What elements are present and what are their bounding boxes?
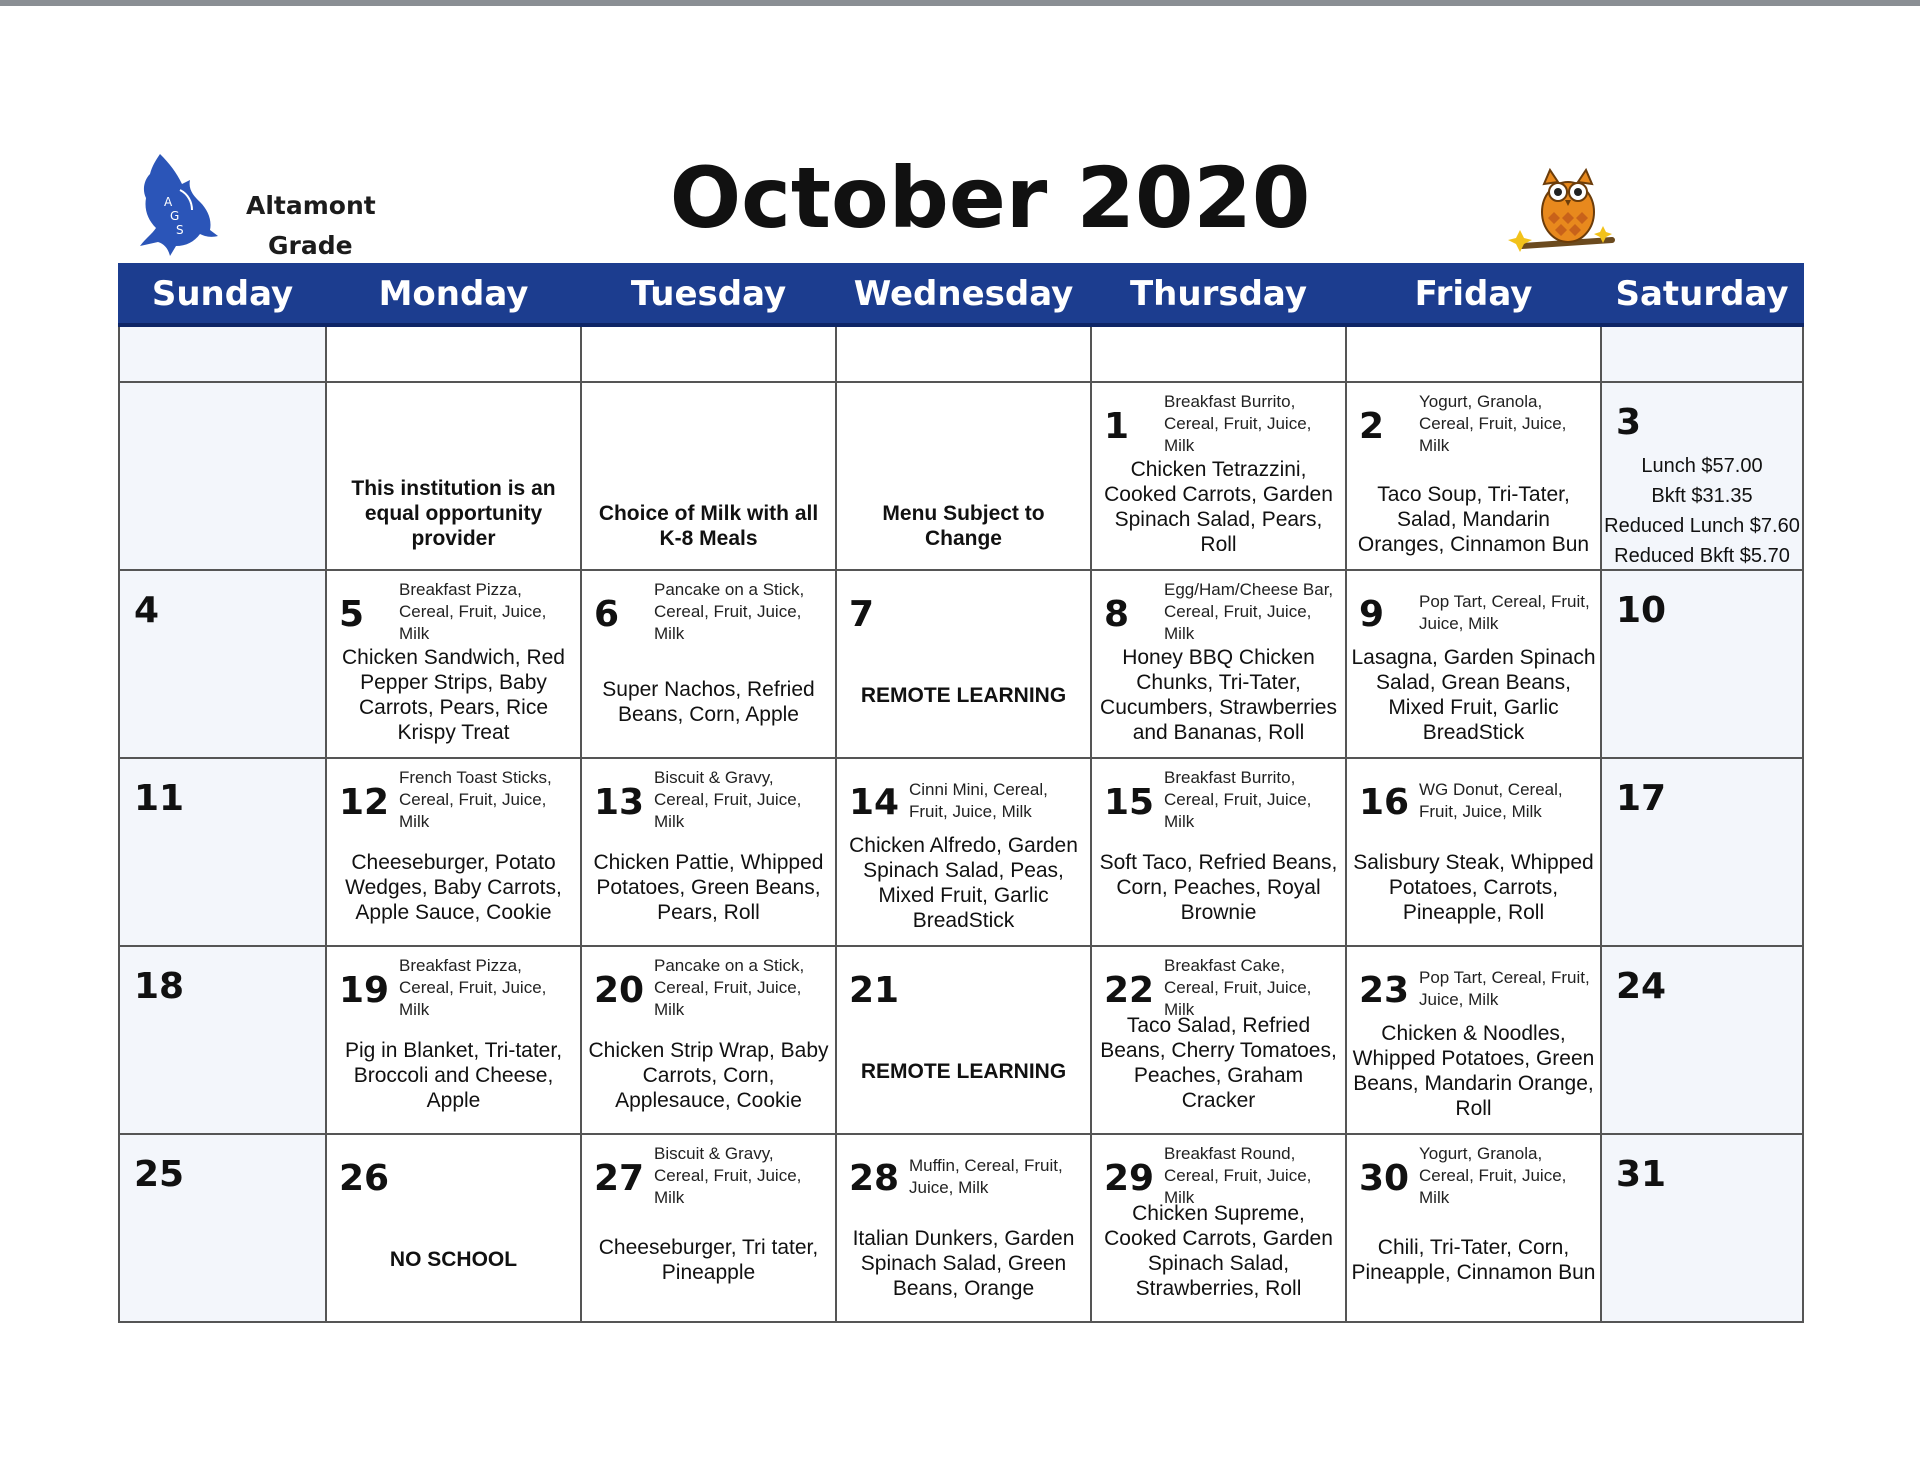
svg-text:A: A	[164, 195, 173, 209]
breakfast-menu: Biscuit & Gravy, Cereal, Fruit, Juice, Milk	[654, 768, 802, 831]
breakfast-menu: Breakfast Round, Cereal, Fruit, Juice, Milk	[1164, 1144, 1312, 1207]
remote-learning-notice: REMOTE LEARNING	[860, 1060, 1067, 1083]
day-cell	[581, 1134, 836, 1322]
day-cell-notice	[326, 382, 581, 570]
no-school-notice: NO SCHOOL	[389, 1248, 518, 1271]
empty-cell	[836, 325, 1091, 382]
empty-cell	[119, 325, 326, 382]
empty-cell	[1601, 325, 1803, 382]
day-cell	[326, 946, 581, 1134]
day-number: 13	[594, 782, 645, 823]
weekday-thursday: Thursday	[1091, 264, 1346, 325]
day-cell	[119, 1134, 326, 1322]
weekday-tuesday: Tuesday	[581, 264, 836, 325]
breakfast-menu: Pancake on a Stick, Cereal, Fruit, Juice, Milk	[654, 956, 805, 1019]
day-number: 5	[339, 594, 365, 635]
breakfast-menu: Breakfast Burrito, Cereal, Fruit, Juice, Milk	[1164, 392, 1312, 455]
lunch-menu: Chicken Alfredo, Garden Spinach Salad, Peas, Mixed Fruit, Garlic BreadStick	[849, 834, 1078, 932]
day-number: 18	[134, 966, 185, 1007]
day-cell	[1346, 946, 1601, 1134]
svg-text:S: S	[176, 223, 184, 237]
lunch-menu: Chicken Supreme, Cooked Carrots, Garden Spinach Salad, Strawberries, Roll	[1104, 1202, 1333, 1300]
page-title: October 2020	[669, 149, 1311, 247]
price-reduced-lunch: Reduced Lunch $7.60	[1604, 515, 1800, 537]
day-number: 15	[1104, 782, 1155, 823]
lunch-menu: Lasagna, Garden Spinach Salad, Grean Beans, Mixed Fruit, Garlic BreadStick	[1351, 646, 1596, 744]
day-cell	[1091, 758, 1346, 946]
breakfast-menu: Egg/Ham/Cheese Bar, Cereal, Fruit, Juice, Milk	[1164, 580, 1334, 643]
breakfast-menu: Yogurt, Granola, Cereal, Fruit, Juice, Milk	[1419, 1144, 1567, 1207]
week-row-4	[119, 946, 1803, 1134]
day-number: 20	[594, 970, 645, 1011]
weekday-friday: Friday	[1346, 264, 1601, 325]
day-number: 2	[1359, 406, 1385, 447]
day-cell	[836, 570, 1091, 758]
day-number: 21	[849, 970, 900, 1011]
day-cell	[1091, 1134, 1346, 1322]
day-cell	[1091, 570, 1346, 758]
empty-week-row	[119, 325, 1803, 382]
day-cell	[836, 946, 1091, 1134]
price-breakfast: Bkft $31.35	[1651, 485, 1753, 507]
day-cell	[1601, 1134, 1803, 1322]
school-name	[246, 186, 386, 266]
weekday-saturday: Saturday	[1601, 264, 1803, 325]
breakfast-menu: Biscuit & Gravy, Cereal, Fruit, Juice, Milk	[654, 1144, 802, 1207]
breakfast-menu: Breakfast Burrito, Cereal, Fruit, Juice, Milk	[1164, 768, 1312, 831]
breakfast-menu: Pop Tart, Cereal, Fruit, Juice, Milk	[1419, 968, 1590, 1009]
school-name-line2: Grade	[268, 231, 353, 260]
day-cell-notice	[581, 382, 836, 570]
day-number: 30	[1359, 1158, 1410, 1199]
day-cell	[1601, 946, 1803, 1134]
day-number: 1	[1104, 406, 1130, 447]
day-number: 22	[1104, 970, 1155, 1011]
day-cell	[1091, 946, 1346, 1134]
weekday-sunday: Sunday	[119, 264, 326, 325]
day-number: 6	[594, 594, 620, 635]
day-number: 28	[849, 1158, 900, 1199]
school-name-line1: Altamont	[246, 191, 376, 220]
price-lunch: Lunch $57.00	[1641, 455, 1763, 477]
breakfast-menu: Pop Tart, Cereal, Fruit, Juice, Milk	[1419, 592, 1590, 633]
day-cell	[326, 570, 581, 758]
day-cell	[1346, 1134, 1601, 1322]
day-number: 26	[339, 1158, 390, 1199]
breakfast-menu: Breakfast Pizza, Cereal, Fruit, Juice, Milk	[399, 956, 547, 1019]
day-cell	[836, 758, 1091, 946]
calendar-grid	[118, 263, 1804, 1323]
day-number: 12	[339, 782, 390, 823]
price-reduced-breakfast: Reduced Bkft $5.70	[1614, 545, 1790, 567]
weekday-header-row	[119, 264, 1803, 325]
empty-cell	[1091, 325, 1346, 382]
breakfast-menu: Muffin, Cereal, Fruit, Juice, Milk	[909, 1156, 1063, 1197]
day-cell	[1346, 758, 1601, 946]
lunch-menu: Chili, Tri-Tater, Corn, Pineapple, Cinnamon Bun	[1351, 1236, 1596, 1284]
lunch-menu: Chicken & Noodles, Whipped Potatoes, Green Beans, Mandarin Orange, Roll	[1352, 1022, 1595, 1120]
week-row-5	[119, 1134, 1803, 1322]
day-cell	[119, 946, 326, 1134]
day-cell	[1091, 382, 1346, 570]
menu-change-notice: Menu Subject to Change	[882, 502, 1045, 550]
day-number: 14	[849, 782, 900, 823]
day-number: 23	[1359, 970, 1410, 1011]
day-number: 25	[134, 1154, 185, 1195]
lunch-menu: Cheeseburger, Potato Wedges, Baby Carrots, Apple Sauce, Cookie	[345, 851, 562, 924]
day-cell-notice	[836, 382, 1091, 570]
week-row-2	[119, 570, 1803, 758]
day-number: 29	[1104, 1158, 1155, 1199]
day-number: 3	[1616, 402, 1642, 443]
week-row-1	[119, 382, 1803, 570]
breakfast-menu: Cinni Mini, Cereal, Fruit, Juice, Milk	[909, 780, 1048, 821]
lunch-menu: Honey BBQ Chicken Chunks, Tri-Tater, Cucumbers, Strawberries and Bananas, Roll	[1100, 646, 1337, 744]
svg-text:G: G	[170, 209, 180, 223]
lunch-menu: Italian Dunkers, Garden Spinach Salad, Green Beans, Orange	[852, 1227, 1075, 1300]
owl-icon	[1508, 160, 1618, 260]
lunch-menu: Chicken Pattie, Whipped Potatoes, Green Beans, Pears, Roll	[593, 851, 824, 924]
remote-learning-notice: REMOTE LEARNING	[860, 684, 1067, 707]
breakfast-menu: Yogurt, Granola, Cereal, Fruit, Juice, Milk	[1419, 392, 1567, 455]
day-cell	[326, 1134, 581, 1322]
equal-opportunity-notice: This institution is an equal opportunity provider	[351, 477, 556, 550]
lunch-menu: Taco Soup, Tri-Tater, Salad, Mandarin Oranges, Cinnamon Bun	[1357, 483, 1590, 556]
empty-cell	[581, 325, 836, 382]
day-cell	[1346, 382, 1601, 570]
day-cell	[119, 758, 326, 946]
day-number: 8	[1104, 594, 1130, 635]
breakfast-menu: Breakfast Cake, Cereal, Fruit, Juice, Milk	[1164, 956, 1312, 1019]
weekday-monday: Monday	[326, 264, 581, 325]
day-number: 27	[594, 1158, 645, 1199]
day-number: 19	[339, 970, 390, 1011]
day-cell	[1601, 382, 1803, 570]
lunch-menu: Super Nachos, Refried Beans, Corn, Apple	[602, 678, 815, 726]
meal-prices	[1602, 451, 1802, 571]
day-number: 24	[1616, 966, 1667, 1007]
day-cell	[1346, 570, 1601, 758]
week-row-3	[119, 758, 1803, 946]
day-cell	[1601, 570, 1803, 758]
milk-choice-notice: Choice of Milk with all K-8 Meals	[598, 502, 819, 550]
breakfast-menu: French Toast Sticks, Cereal, Fruit, Juice, Milk	[399, 768, 552, 831]
top-border	[0, 0, 1920, 6]
weekday-wednesday: Wednesday	[836, 264, 1091, 325]
day-cell	[326, 758, 581, 946]
day-number: 31	[1616, 1154, 1667, 1195]
day-cell	[581, 758, 836, 946]
day-number: 7	[849, 594, 875, 635]
day-number: 16	[1359, 782, 1410, 823]
day-number: 4	[134, 590, 160, 631]
day-number: 11	[134, 778, 185, 819]
lunch-menu: Soft Taco, Refried Beans, Corn, Peaches, Royal Brownie	[1099, 851, 1338, 924]
lunch-menu: Chicken Sandwich, Red Pepper Strips, Baby Carrots, Pears, Rice Krispy Treat	[342, 646, 565, 744]
day-number: 9	[1359, 594, 1385, 635]
day-cell	[1601, 758, 1803, 946]
day-cell	[119, 570, 326, 758]
day-cell	[581, 946, 836, 1134]
empty-cell	[326, 325, 581, 382]
lunch-menu: Salisbury Steak, Whipped Potatoes, Carrots, Pineapple, Roll	[1353, 851, 1594, 924]
day-cell	[836, 1134, 1091, 1322]
lunch-menu: Chicken Strip Wrap, Baby Carrots, Corn, Applesauce, Cookie	[588, 1039, 829, 1112]
day-number: 17	[1616, 778, 1667, 819]
lunch-menu: Chicken Tetrazzini, Cooked Carrots, Garden Spinach Salad, Pears, Roll	[1104, 458, 1333, 556]
day-cell	[581, 570, 836, 758]
eagle-logo-icon	[130, 150, 230, 265]
breakfast-menu: Pancake on a Stick, Cereal, Fruit, Juice, Milk	[654, 580, 805, 643]
lunch-menu: Taco Salad, Refried Beans, Cherry Tomatoes, Peaches, Graham Cracker	[1100, 1014, 1337, 1112]
lunch-menu: Pig in Blanket, Tri-tater, Broccoli and Cheese, Apple	[344, 1039, 563, 1112]
breakfast-menu: Breakfast Pizza, Cereal, Fruit, Juice, Milk	[399, 580, 547, 643]
day-number: 10	[1616, 590, 1667, 631]
breakfast-menu: WG Donut, Cereal, Fruit, Juice, Milk	[1419, 780, 1563, 821]
lunch-menu: Cheeseburger, Tri tater, Pineapple	[598, 1236, 819, 1284]
day-cell-empty	[119, 382, 326, 570]
empty-cell	[1346, 325, 1601, 382]
